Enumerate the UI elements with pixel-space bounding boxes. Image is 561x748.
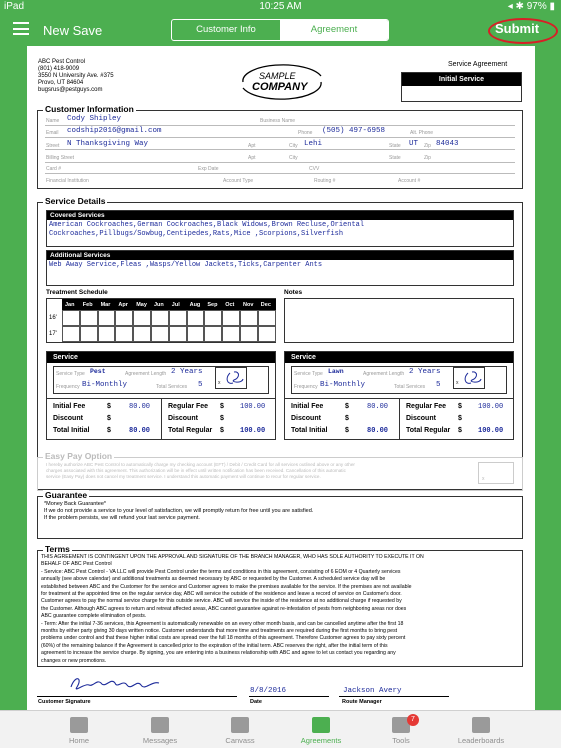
service-type-label: Service Type bbox=[56, 371, 85, 377]
schedule-cell[interactable] bbox=[80, 310, 98, 326]
date-label: Date bbox=[250, 699, 262, 705]
divider bbox=[45, 125, 515, 126]
terms-line: for treatment at the appointed time on the regular service day, ABC will service the outside of the residence and leave a record of service on Customer's door. bbox=[41, 591, 402, 598]
agreement-type-box bbox=[401, 72, 522, 102]
terms-title: Terms bbox=[45, 544, 70, 554]
service-header: Service bbox=[285, 352, 513, 363]
terms-line: months by either party giving 30 days written notice. Customer understands that more time and treatments are required during the first months to bring pest bbox=[41, 628, 398, 635]
month-label: Apr bbox=[118, 302, 128, 308]
tab-canvass[interactable] bbox=[210, 711, 270, 745]
agreement-length-value[interactable]: 2 Years bbox=[409, 368, 441, 376]
currency-sign: $ bbox=[220, 403, 224, 410]
terms-line: annually (see above calendar) and additional treatments as deemed necessary by ABC or requested by the Customer. A scheduled service day will be bbox=[41, 576, 386, 583]
divider bbox=[45, 173, 515, 174]
notification-badge: 7 bbox=[407, 714, 419, 726]
currency-sign: $ bbox=[220, 427, 224, 434]
company-email: bugsrus@pestguys.com bbox=[38, 87, 103, 93]
tab-label: Agreements bbox=[300, 736, 342, 745]
schedule-cell[interactable] bbox=[151, 326, 169, 342]
tab-label: Messages bbox=[142, 736, 178, 745]
routing-label: Routing # bbox=[314, 178, 336, 184]
month-label: Dec bbox=[260, 302, 271, 308]
tab-agreements[interactable] bbox=[291, 711, 351, 745]
account-label: Account # bbox=[398, 178, 421, 184]
customer-signature-image[interactable] bbox=[67, 673, 167, 695]
service-card-lawn[interactable] bbox=[284, 351, 514, 440]
financial-institution-label: Financial Institution bbox=[46, 178, 89, 184]
currency-sign: $ bbox=[107, 403, 111, 410]
logo-text-bottom: COMPANY bbox=[252, 81, 308, 93]
additional-services-title: Additional Services bbox=[47, 251, 513, 260]
schedule-cell[interactable] bbox=[240, 310, 258, 326]
month-label: Jan bbox=[65, 302, 75, 308]
month-label: Oct bbox=[225, 302, 235, 308]
name-field[interactable]: Cody Shipley bbox=[67, 115, 122, 123]
total-initial-value: 80.00 bbox=[367, 427, 389, 435]
date-line bbox=[249, 696, 329, 697]
service-agreement-label: Service Agreement bbox=[448, 61, 508, 68]
month-label: Mar bbox=[100, 302, 111, 308]
covered-services-box[interactable] bbox=[46, 210, 514, 247]
total-regular-label: Total Regular bbox=[406, 427, 451, 434]
account-type-label: Account Type bbox=[223, 178, 254, 184]
guarantee-title: Guarantee bbox=[45, 490, 88, 500]
billing-apt-label: Apt bbox=[248, 155, 256, 161]
schedule-cell[interactable] bbox=[115, 310, 133, 326]
schedule-cell[interactable] bbox=[187, 326, 205, 342]
regular-fee-value[interactable]: 100.00 bbox=[478, 403, 504, 411]
city-field[interactable]: Lehi bbox=[304, 140, 323, 148]
phone-label: Phone bbox=[298, 130, 313, 136]
battery-level: 97% bbox=[526, 1, 547, 12]
currency-sign: $ bbox=[458, 427, 462, 434]
battery-indicator: ◂ ✱ 97% ▮ bbox=[507, 1, 555, 12]
total-services-value[interactable]: 5 bbox=[436, 381, 441, 389]
schedule-cell[interactable] bbox=[151, 310, 169, 326]
street-field[interactable]: N Thanksgiving Way bbox=[67, 140, 149, 148]
billing-city-label: City bbox=[289, 155, 298, 161]
month-label: Jun bbox=[154, 302, 164, 308]
schedule-cell[interactable] bbox=[240, 326, 258, 342]
clock: 10:25 AM bbox=[259, 1, 302, 12]
notes-title: Notes bbox=[284, 289, 303, 296]
signature-line bbox=[37, 696, 237, 697]
terms-line: agreement to increase the service charge. By signing, you are entering into a business relationship with ABC and agree to let us contact you regarding any bbox=[41, 650, 396, 657]
street-label: Street bbox=[46, 143, 60, 149]
logo-text-top: SAMPLE bbox=[259, 71, 296, 81]
discount-label: Discount bbox=[53, 415, 83, 422]
company-city: Provo, UT 84604 bbox=[38, 80, 84, 86]
terms-line: Customer agrees to pay the normal service charge for this outside service. ABC will service the inside of the residence at no additional charge if requested by bbox=[41, 598, 402, 605]
schedule-cell[interactable] bbox=[133, 326, 151, 342]
initial-fee-value[interactable]: 80.00 bbox=[367, 403, 389, 411]
schedule-cell[interactable] bbox=[98, 310, 116, 326]
currency-sign: $ bbox=[458, 415, 462, 422]
name-label: Name bbox=[46, 118, 60, 124]
schedule-cell[interactable] bbox=[169, 326, 187, 342]
total-initial-label: Total Initial bbox=[291, 427, 328, 434]
currency-sign: $ bbox=[107, 415, 111, 422]
easy-pay-initial-box[interactable]: x bbox=[478, 462, 514, 484]
zip-field[interactable]: 84043 bbox=[436, 140, 459, 148]
total-regular-value: 100.00 bbox=[240, 427, 266, 435]
schedule-cell[interactable] bbox=[80, 326, 98, 342]
regular-discount-label: Discount bbox=[406, 415, 436, 422]
months-header bbox=[62, 299, 276, 310]
total-services-label: Total Services bbox=[156, 384, 188, 390]
terms-line: established between ABC and the Customer for the service and Customer agrees to make the premises available for the service. If the premises are not available bbox=[41, 583, 412, 590]
regular-fee-label: Regular Fee bbox=[406, 403, 447, 410]
tab-agreement[interactable]: Agreement bbox=[280, 20, 388, 40]
tab-label: Tools bbox=[392, 736, 410, 745]
agreement-document[interactable] bbox=[27, 46, 535, 710]
schedule-cell[interactable] bbox=[115, 326, 133, 342]
total-services-label: Total Services bbox=[394, 384, 426, 390]
submit-button[interactable]: Submit bbox=[495, 21, 540, 36]
terms-line: ABC guarantee complete elimination of pests. bbox=[41, 613, 147, 620]
divider bbox=[45, 162, 515, 163]
service-header: Service bbox=[47, 352, 275, 363]
billing-zip-label: Zip bbox=[424, 155, 431, 161]
month-label: Nov bbox=[243, 302, 254, 308]
manager-line bbox=[339, 696, 449, 697]
terms-line: changes or new promotions. bbox=[41, 657, 107, 664]
divider bbox=[399, 398, 400, 439]
terms-line: THIS AGREEMENT IS CONTINGENT UPON THE APPROVAL AND SIGNATURE OF THE BRANCH MANAGER, WHO HAS SOLE AUTHORITY TO EXECUTE IT ON bbox=[41, 554, 424, 560]
company-logo bbox=[237, 64, 327, 100]
tab-tools[interactable] bbox=[371, 711, 431, 745]
total-regular-label: Total Regular bbox=[168, 427, 213, 434]
schedule-cell[interactable] bbox=[133, 310, 151, 326]
tab-messages[interactable] bbox=[130, 711, 190, 745]
month-label: Feb bbox=[82, 302, 93, 308]
easy-pay-text: charges associated with this agreement. This authorization will be in effect until written notification has been received. Cancellation of this automatic bbox=[46, 468, 346, 473]
city-label: City bbox=[289, 143, 298, 149]
tab-home[interactable] bbox=[49, 711, 109, 745]
terms-line: - Term: After the initial 7-36 services, this Agreement is automatically renewable on an every other month basis, and can be cancelled anytime after the first 18 bbox=[41, 620, 404, 627]
device-label: iPad bbox=[4, 1, 25, 12]
service-details-title: Service Details bbox=[45, 196, 106, 206]
company-address: 3550 N University Ave. #375 bbox=[38, 73, 114, 79]
schedule-cell[interactable] bbox=[169, 310, 187, 326]
schedule-cell[interactable] bbox=[62, 326, 80, 342]
currency-sign: $ bbox=[345, 427, 349, 434]
tab-label: Leaderboards bbox=[457, 736, 505, 745]
easy-pay-title: Easy Pay Option bbox=[45, 451, 113, 461]
frequency-value[interactable]: Bi-Monthly bbox=[320, 381, 366, 389]
guarantee-line: *Money Back Guarantee* bbox=[44, 501, 107, 507]
initial-fee-value[interactable]: 80.00 bbox=[129, 403, 151, 411]
nav-bar bbox=[0, 14, 561, 46]
month-label: May bbox=[136, 302, 147, 308]
highlight-circle bbox=[488, 18, 558, 44]
company-name: ABC Pest Control bbox=[38, 59, 86, 65]
guarantee-line: If the problem persists, we will refund your last service payment. bbox=[44, 515, 200, 521]
terms-line: BEHALF OF ABC Pest Control bbox=[41, 561, 112, 568]
email-label: Email bbox=[46, 130, 59, 136]
currency-sign: $ bbox=[345, 415, 349, 422]
currency-sign: $ bbox=[107, 427, 111, 434]
service-type-value[interactable]: Pest bbox=[90, 368, 106, 375]
schedule-cell[interactable] bbox=[258, 310, 276, 326]
tab-leaderboards[interactable] bbox=[451, 711, 511, 745]
state-label: State bbox=[389, 143, 401, 149]
cvv-label: CVV bbox=[309, 166, 320, 172]
tab-customer-info[interactable]: Customer Info bbox=[196, 24, 256, 35]
service-initial-box[interactable]: x bbox=[215, 367, 247, 389]
frequency-label: Frequency bbox=[56, 384, 80, 390]
billing-state-label: State bbox=[389, 155, 401, 161]
menu-icon[interactable] bbox=[13, 22, 29, 35]
card-label: Card # bbox=[46, 166, 62, 172]
bottom-tab-bar bbox=[0, 710, 561, 748]
terms-line: (60%) of the remaining balance if the Agreement is cancelled prior to the expiration of the initial term. ABC reserves the right, after the initial term of this bbox=[41, 642, 388, 649]
schedule-cell[interactable] bbox=[62, 310, 80, 326]
schedule-cells bbox=[47, 310, 275, 342]
agreement-type: Initial Service bbox=[402, 73, 521, 86]
route-manager-name[interactable]: Jackson Avery bbox=[343, 687, 402, 695]
currency-sign: $ bbox=[458, 403, 462, 410]
initial-fee-label: Initial Fee bbox=[291, 403, 324, 410]
currency-sign: $ bbox=[345, 403, 349, 410]
total-initial-value: 80.00 bbox=[129, 427, 151, 435]
agreement-length-value[interactable]: 2 Years bbox=[171, 368, 203, 376]
segmented-control bbox=[171, 19, 389, 41]
year-label: 17' bbox=[49, 331, 57, 337]
tab-label: Canvass bbox=[225, 736, 255, 745]
status-bar bbox=[0, 0, 561, 14]
customer-info-title: Customer Information bbox=[45, 104, 134, 114]
discount-label: Discount bbox=[291, 415, 321, 422]
terms-line: problems under control and that these higher initial costs are spread over the full 18 months of this agreement. Therefore Customer agrees to pay sixty percent bbox=[41, 635, 406, 642]
canvass-icon bbox=[231, 717, 249, 733]
schedule-cell[interactable] bbox=[258, 326, 276, 342]
guarantee-line: If we do not provide a service to your level of satisfaction, we will promptly return for free until you are satisfied. bbox=[44, 508, 314, 514]
initial-fee-label: Initial Fee bbox=[53, 403, 86, 410]
month-label: Aug bbox=[189, 302, 201, 308]
covered-services-line1: American Cockroaches,German Cockroaches,Black Widows,Brown Recluse,Oriental bbox=[49, 221, 365, 229]
regular-fee-value[interactable]: 100.00 bbox=[240, 403, 266, 411]
schedule-cell[interactable] bbox=[187, 310, 205, 326]
covered-services-title: Covered Services bbox=[47, 211, 513, 220]
signature-date[interactable]: 8/8/2016 bbox=[250, 687, 287, 695]
schedule-cell[interactable] bbox=[98, 326, 116, 342]
agreement-length-label: Agreement Length bbox=[125, 371, 167, 377]
terms-text bbox=[41, 554, 521, 665]
additional-services-text: Web Away Service,Fleas ,Wasps/Yellow Jackets,Ticks,Carpenter Ants bbox=[49, 261, 323, 269]
company-phone: (801) 418-9009 bbox=[38, 66, 80, 72]
leaderboard-icon bbox=[472, 717, 490, 733]
messages-icon bbox=[151, 717, 169, 733]
frequency-label: Frequency bbox=[294, 384, 318, 390]
service-type-label: Service Type bbox=[294, 371, 323, 377]
state-field[interactable]: UT bbox=[409, 140, 419, 148]
schedule-cell[interactable] bbox=[222, 326, 240, 342]
zip-label: Zip bbox=[424, 143, 431, 149]
easy-pay-text: service (Easy Pay) does not cancel my treatment service. I understand this automatic payment will continue to recur for regular service. bbox=[46, 474, 321, 479]
billing-street-label: Billing Street bbox=[46, 155, 75, 161]
additional-services-box[interactable] bbox=[46, 250, 514, 286]
schedule-cell[interactable] bbox=[204, 326, 222, 342]
currency-sign: $ bbox=[220, 415, 224, 422]
divider bbox=[45, 149, 515, 150]
treatment-schedule-grid[interactable] bbox=[46, 298, 276, 343]
regular-fee-label: Regular Fee bbox=[168, 403, 209, 410]
alt-phone-label: Alt. Phone bbox=[410, 130, 434, 136]
phone-field[interactable]: (505) 497-6958 bbox=[322, 127, 386, 135]
terms-line: - Service: ABC Pest Control - VA LLC will provide Pest Control under the terms and conditions in this agreement, consisting of 6 EOM or 4 Quarterly services bbox=[41, 568, 401, 575]
email-field[interactable]: codship2016@gmail.com bbox=[67, 127, 162, 135]
total-services-value[interactable]: 5 bbox=[198, 381, 203, 389]
service-type-value[interactable]: Lawn bbox=[328, 368, 344, 375]
tab-label: Home bbox=[68, 736, 89, 745]
service-card-pest[interactable] bbox=[46, 351, 276, 440]
notes-box[interactable] bbox=[284, 298, 514, 343]
total-regular-value: 100.00 bbox=[478, 427, 504, 435]
terms-line: the Customer. Although ABC agrees to return and retreat affected areas, ABC cannot guarantee against re-infestation of pests from neighboring areas nor does bbox=[41, 605, 407, 612]
regular-discount-label: Discount bbox=[168, 415, 198, 422]
total-initial-label: Total Initial bbox=[53, 427, 90, 434]
service-initial-box[interactable]: x bbox=[453, 367, 485, 389]
divider bbox=[161, 398, 162, 439]
business-label: Business Name bbox=[260, 118, 296, 124]
month-label: Jul bbox=[171, 302, 180, 308]
month-label: Sep bbox=[207, 302, 218, 308]
exp-label: Exp Date bbox=[198, 166, 219, 172]
handshake-icon bbox=[312, 717, 330, 733]
treatment-schedule-title: Treatment Schedule bbox=[46, 289, 108, 296]
home-icon bbox=[70, 717, 88, 733]
frequency-value[interactable]: Bi-Monthly bbox=[82, 381, 128, 389]
page-title: New Save bbox=[43, 23, 103, 38]
covered-services-line2: Cockroaches,Pillbugs/Sowbug,Centipedes,Rats,Mice ,Scorpions,Silverfish bbox=[49, 230, 344, 238]
route-manager-label: Route Manager bbox=[342, 699, 382, 705]
year-label: 16' bbox=[49, 315, 57, 321]
schedule-cell[interactable] bbox=[222, 310, 240, 326]
divider bbox=[45, 137, 515, 138]
apt-label: Apt bbox=[248, 143, 256, 149]
easy-pay-text: I hereby authorize ABC Pest Control to automatically charge my checking account (EFT) / Debit / Credit Card for all services outlined above or any other bbox=[46, 462, 355, 467]
customer-signature-label: Customer Signature bbox=[38, 699, 91, 705]
agreement-length-label: Agreement Length bbox=[363, 371, 405, 377]
schedule-cell[interactable] bbox=[204, 310, 222, 326]
